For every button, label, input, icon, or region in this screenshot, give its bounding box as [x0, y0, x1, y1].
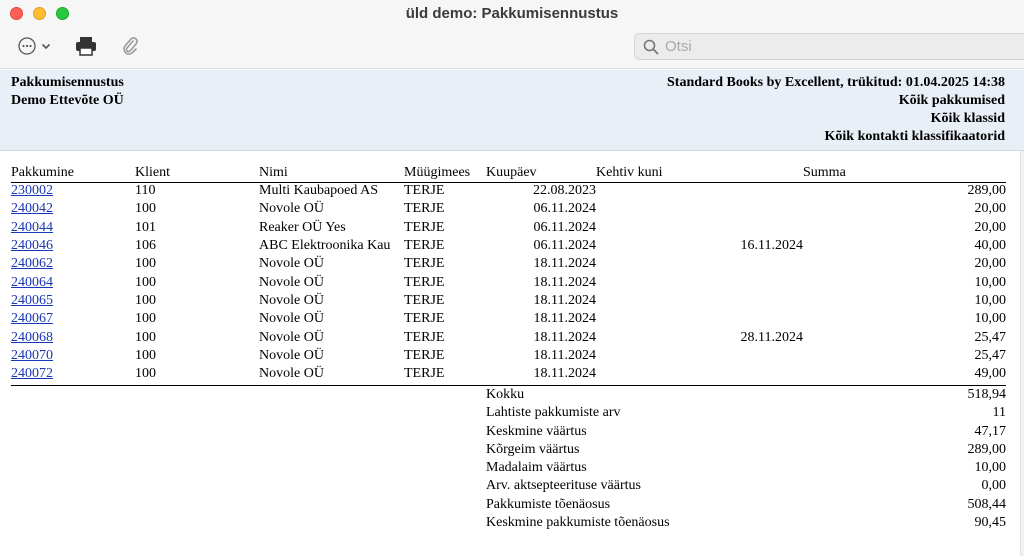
totals-value: 11	[992, 405, 1006, 421]
cell-nimi: Reaker OÜ Yes	[259, 219, 346, 235]
col-header-klient: Klient	[135, 165, 259, 182]
cell-nimi: Novole OÜ	[259, 366, 324, 382]
cell-myygimees: TERJE	[404, 256, 445, 272]
offer-link[interactable]: 240046	[11, 238, 53, 254]
col-header-nimi: Nimi	[259, 165, 404, 182]
attach-button[interactable]	[120, 34, 140, 58]
cell-kuupaev: 22.08.2023	[533, 183, 596, 199]
totals-value: 10,00	[974, 460, 1006, 476]
print-button[interactable]	[74, 34, 98, 58]
totals-label: Kokku	[486, 387, 525, 402]
cell-nimi: Novole OÜ	[259, 292, 324, 308]
cell-kehtiv	[596, 219, 803, 237]
search-field[interactable]	[634, 33, 1024, 60]
table-row	[11, 328, 1006, 346]
scrollbar[interactable]	[1020, 151, 1024, 556]
table-row	[11, 182, 1006, 200]
cell-myygimees: TERJE	[404, 347, 445, 363]
cell-nimi: Novole OÜ	[259, 311, 324, 327]
cell-klient: 101	[135, 219, 156, 235]
offer-link[interactable]: 240072	[11, 366, 53, 382]
cell-summa: 25,47	[974, 329, 1006, 345]
table-row	[11, 237, 1006, 255]
totals-row	[11, 404, 1006, 422]
cell-kehtiv	[596, 255, 803, 273]
offer-link[interactable]: 240044	[11, 219, 53, 235]
table-row	[11, 273, 1006, 291]
cell-kehtiv	[596, 273, 803, 291]
window-titlebar	[0, 0, 1024, 69]
cell-kuupaev: 06.11.2024	[533, 201, 596, 217]
cell-summa: 20,00	[974, 201, 1006, 217]
cell-klient: 100	[135, 329, 156, 345]
cell-myygimees: TERJE	[404, 183, 445, 199]
cell-klient: 100	[135, 311, 156, 327]
cell-kehtiv: 28.11.2024	[740, 329, 803, 345]
cell-nimi: Novole OÜ	[259, 274, 324, 290]
offer-link[interactable]: 240067	[11, 311, 53, 327]
cell-nimi: Novole OÜ	[259, 347, 324, 363]
cell-myygimees: TERJE	[404, 311, 445, 327]
cell-kehtiv	[596, 200, 803, 218]
totals-row	[11, 441, 1006, 459]
totals-row	[11, 386, 1006, 404]
table-row	[11, 219, 1006, 237]
company-name: Demo Ettevõte OÜ	[11, 93, 124, 108]
report-header-left	[11, 74, 124, 110]
filter-offers: Kõik pakkumised	[898, 93, 1005, 108]
cell-kehtiv	[596, 365, 803, 383]
cell-myygimees: TERJE	[404, 329, 445, 345]
report-header-right	[667, 74, 1005, 146]
printer-icon	[75, 36, 97, 56]
cell-kehtiv: 16.11.2024	[740, 238, 803, 254]
report-header	[0, 70, 1024, 151]
totals-label: Keskmine pakkumiste tõenäosus	[486, 515, 670, 531]
chevron-down-icon	[40, 40, 52, 52]
cell-summa: 49,00	[974, 366, 1006, 382]
report-title: Pakkumisennustus	[11, 75, 124, 90]
offer-link[interactable]: 240070	[11, 347, 53, 363]
cell-klient: 106	[135, 238, 156, 254]
totals-row	[11, 459, 1006, 477]
table-row	[11, 347, 1006, 365]
offers-table	[11, 165, 1006, 383]
cell-klient: 100	[135, 256, 156, 272]
cell-kehtiv	[596, 182, 803, 200]
totals-label: Arv. aktsepteerituse väärtus	[486, 478, 641, 494]
cell-kuupaev: 18.11.2024	[533, 256, 596, 272]
col-header-myygimees: Müügimees	[404, 165, 486, 182]
cell-myygimees: TERJE	[404, 292, 445, 308]
totals-row	[11, 477, 1006, 495]
cell-klient: 100	[135, 274, 156, 290]
totals-value: 289,00	[967, 441, 1006, 457]
cell-kuupaev: 18.11.2024	[533, 329, 596, 345]
cell-nimi: ABC Elektroonika Kau	[259, 238, 391, 254]
window-title: üld demo: Pakkumisennustus	[405, 5, 619, 22]
table-row	[11, 200, 1006, 218]
cell-myygimees: TERJE	[404, 201, 445, 217]
cell-kuupaev: 18.11.2024	[533, 311, 596, 327]
col-header-kehtiv: Kehtiv kuni	[596, 165, 803, 182]
totals-value: 518,94	[967, 387, 1006, 402]
col-header-kuupaev: Kuupäev	[486, 165, 596, 182]
cell-nimi: Novole OÜ	[259, 256, 324, 272]
cell-kuupaev: 18.11.2024	[533, 292, 596, 308]
more-options-icon	[17, 36, 37, 56]
cell-myygimees: TERJE	[404, 366, 445, 382]
col-header-summa: Summa	[803, 165, 1006, 182]
cell-kuupaev: 06.11.2024	[533, 238, 596, 254]
cell-klient: 100	[135, 201, 156, 217]
table-row	[11, 255, 1006, 273]
totals-value: 47,17	[974, 423, 1006, 439]
totals-value: 0,00	[981, 478, 1006, 494]
offer-link[interactable]: 240068	[11, 329, 53, 345]
cell-nimi: Multi Kaubapoed AS	[259, 183, 378, 199]
search-input[interactable]	[665, 38, 995, 55]
cell-myygimees: TERJE	[404, 238, 445, 254]
offer-link[interactable]: 240065	[11, 292, 53, 308]
cell-kuupaev: 06.11.2024	[533, 219, 596, 235]
filter-contact-classifiers: Kõik kontakti klassifikaatorid	[824, 129, 1005, 144]
paperclip-icon	[121, 36, 139, 56]
totals-label: Pakkumiste tõenäosus	[486, 496, 611, 512]
cell-kuupaev: 18.11.2024	[533, 274, 596, 290]
cell-nimi: Novole OÜ	[259, 329, 324, 345]
filter-classes: Kõik klassid	[930, 111, 1005, 126]
totals-label: Madalaim väärtus	[486, 460, 587, 476]
cell-summa: 20,00	[974, 219, 1006, 235]
totals-label: Kõrgeim väärtus	[486, 441, 580, 457]
table-row	[11, 292, 1006, 310]
table-row	[11, 310, 1006, 328]
totals-label: Lahtiste pakkumiste arv	[486, 405, 621, 421]
cell-klient: 100	[135, 292, 156, 308]
totals-section	[11, 385, 1006, 532]
cell-nimi: Novole OÜ	[259, 201, 324, 217]
totals-row	[11, 496, 1006, 514]
cell-myygimees: TERJE	[404, 274, 445, 290]
col-header-pakkumine: Pakkumine	[11, 165, 135, 182]
cell-summa: 20,00	[974, 256, 1006, 272]
more-options-button[interactable]	[14, 34, 54, 58]
offer-link[interactable]: 240042	[11, 201, 53, 217]
offer-link[interactable]: 230002	[11, 183, 53, 199]
cell-klient: 100	[135, 366, 156, 382]
totals-row	[11, 514, 1006, 532]
cell-myygimees: TERJE	[404, 219, 445, 235]
cell-kuupaev: 18.11.2024	[533, 366, 596, 382]
totals-row	[11, 423, 1006, 441]
cell-klient: 100	[135, 347, 156, 363]
search-icon	[643, 39, 659, 55]
offer-link[interactable]: 240062	[11, 256, 53, 272]
cell-summa: 10,00	[974, 274, 1006, 290]
print-info: Standard Books by Excellent, trükitud: 01.04.2025 14:38	[667, 75, 1005, 90]
cell-summa: 25,47	[974, 347, 1006, 363]
cell-summa: 10,00	[974, 292, 1006, 308]
cell-klient: 110	[135, 183, 156, 199]
cell-summa: 10,00	[974, 311, 1006, 327]
cell-kehtiv	[596, 310, 803, 328]
table-row	[11, 365, 1006, 383]
totals-value: 90,45	[974, 515, 1006, 531]
cell-summa: 40,00	[974, 238, 1006, 254]
cell-summa: 289,00	[967, 183, 1006, 199]
cell-kehtiv	[596, 347, 803, 365]
totals-label: Keskmine väärtus	[486, 423, 587, 439]
cell-kehtiv	[596, 292, 803, 310]
table-header-row	[11, 165, 1006, 182]
totals-value: 508,44	[967, 496, 1006, 512]
offer-link[interactable]: 240064	[11, 274, 53, 290]
cell-kuupaev: 18.11.2024	[533, 347, 596, 363]
